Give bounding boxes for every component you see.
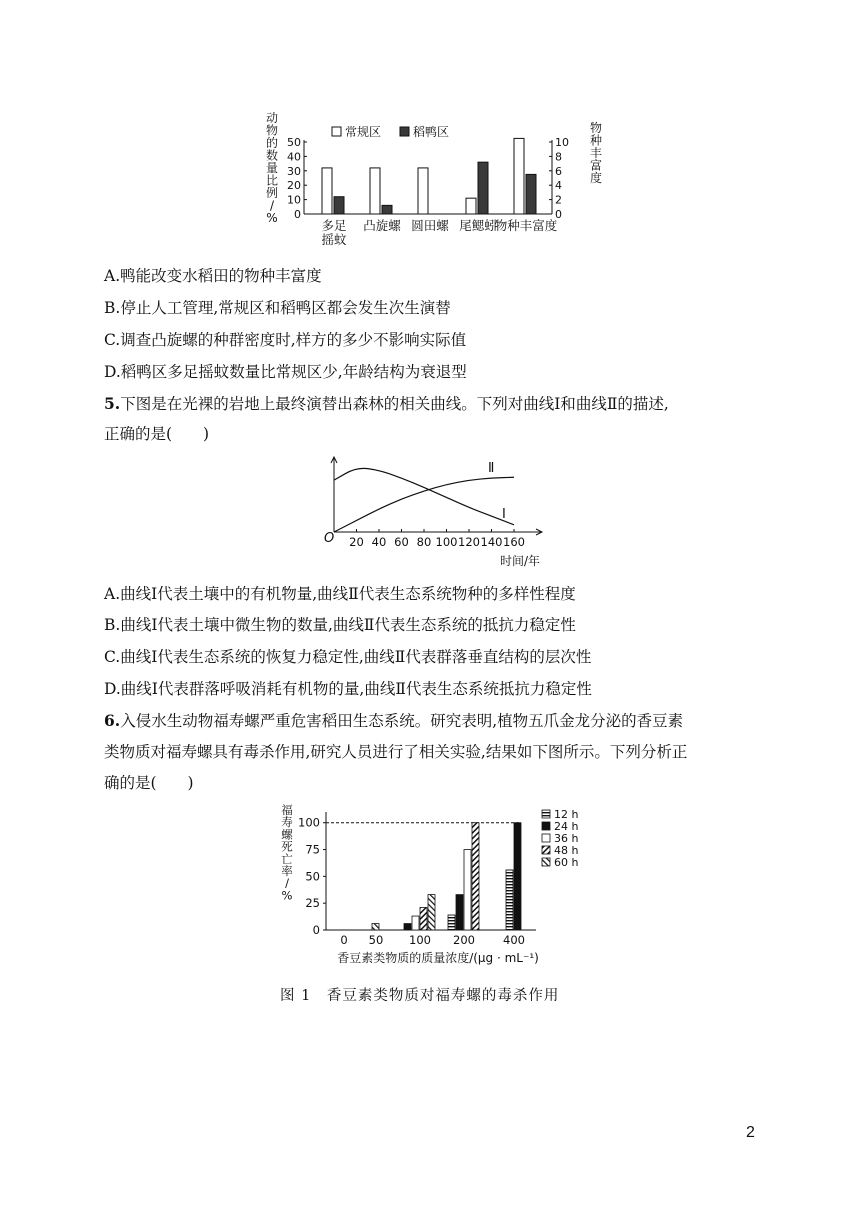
chart1-ylabel-char: 物: [265, 123, 279, 138]
chart1-category-label: 摇蚊: [321, 232, 347, 247]
chart3-legend-label: 60 h: [554, 856, 579, 869]
chart3-category-label: 0: [340, 933, 348, 947]
chart1-ytick-label: 40: [287, 150, 301, 164]
chart3-legend: [542, 808, 578, 869]
chart2-xtick-label: 60: [394, 535, 409, 549]
chart1-ylabel-char: 动: [265, 112, 279, 125]
chart3-bar: [464, 850, 471, 930]
q4-option-c: C.调查凸旋螺的种群密度时,样方的多少不影响实际值: [104, 331, 467, 349]
q6-number: 6.: [104, 711, 121, 730]
chart1-y2tick-label: 10: [555, 136, 569, 149]
chart3-category-label: 200: [453, 933, 475, 947]
chart3-labels: [298, 816, 539, 965]
legend-swatch-duck: [400, 127, 409, 136]
chart3-ylabel-char: %: [281, 888, 293, 903]
chart3-bars: [372, 823, 521, 930]
q5-number: 5.: [104, 394, 121, 413]
chart3-bar: [514, 823, 521, 930]
chart2-xtick-label: 140: [480, 535, 503, 549]
chart1-y2tick-label: 4: [555, 179, 562, 193]
chart1-ylabel-char: 的: [265, 136, 279, 150]
chart3-category-label: 400: [503, 933, 525, 947]
chart3-ylabel-char: 死: [281, 839, 293, 854]
chart3-legend-swatch: [542, 858, 550, 866]
chart3-ylabel: [281, 803, 293, 902]
chart1-bar: [370, 168, 380, 214]
chart3-ylabel-char: 寿: [281, 815, 293, 830]
chart1-ytick-label: 20: [287, 179, 301, 193]
chart1-category-label: 物种丰富度: [494, 218, 558, 233]
chart3-legend-label: 36 h: [554, 832, 579, 845]
chart3-legend-label: 48 h: [554, 844, 579, 857]
chart1-y2label-char: 丰: [589, 146, 603, 160]
chart1-ylabel: [266, 112, 278, 225]
q5-option-d: D.曲线Ⅰ代表群落呼吸消耗有机物的量,曲线Ⅱ代表生态系统抵抗力稳定性: [104, 680, 592, 698]
q6-stem-line2: 类物质对福寿螺具有毒杀作用,研究人员进行了相关实验,结果如下图所示。下列分析正: [104, 743, 688, 761]
q6-text-1: 入侵水生动物福寿螺严重危害稻田生态系统。研究表明,植物五爪金龙分泌的香豆素: [120, 712, 684, 730]
q5-stem-line2: 正确的是( ): [104, 425, 210, 443]
chart3-category-label: 50: [368, 933, 384, 947]
chart3-legend-swatch: [542, 810, 550, 818]
q4-option-a: A.鸭能改变水稻田的物种丰富度: [104, 267, 322, 285]
chart3-ytick-label: 100: [298, 815, 320, 830]
chart2-xtick-label: 80: [416, 535, 432, 549]
chart3-bar: [506, 870, 513, 930]
q5-option-a: A.曲线Ⅰ代表土壤中的有机物量,曲线Ⅱ代表生态系统物种的多样性程度: [104, 585, 576, 603]
chart1-ylabel-char: %: [266, 211, 278, 225]
chart2-curve-ii: [334, 477, 514, 532]
chart1-ylabel-char: 例: [265, 186, 279, 200]
chart1-y2label-char: 度: [589, 171, 603, 185]
chart3-bar: [404, 924, 411, 930]
chart3-xlabel: 香豆素类物质的质量浓度/(μg · mL⁻¹): [337, 951, 539, 965]
chart1-bar: [514, 138, 524, 214]
chart2-xlabel: 时间/年: [499, 554, 541, 568]
chart1-bar: [382, 205, 392, 214]
chart1-category-label: 多足: [321, 218, 347, 233]
chart3-legend-label: 24 h: [554, 820, 579, 833]
q4-option-d: D.稻鸭区多足摇蚊数量比常规区少,年龄结构为衰退型: [104, 363, 467, 381]
succession-curve-chart: [312, 454, 552, 570]
chart1-category-label: 尾鳃蚓: [459, 218, 497, 233]
q6-stem-line3: 确的是( ): [104, 774, 194, 792]
chart2-xtick-label: 40: [371, 535, 387, 549]
chart3-category-label: 100: [409, 933, 431, 947]
chart1-bar: [526, 174, 536, 214]
chart1-category-label: 圆田螺: [411, 218, 449, 233]
chart3-bar: [456, 895, 463, 930]
chart3-ylabel-char: 率: [281, 864, 293, 878]
legend-swatch-regular: [332, 127, 341, 136]
chart2-xtick-label: 120: [458, 535, 480, 549]
animal-ratio-chart: [258, 112, 608, 252]
chart3-bar: [448, 915, 455, 930]
q5-option-b: B.曲线Ⅰ代表土壤中微生物的数量,曲线Ⅱ代表生态系统的抵抗力稳定性: [104, 616, 576, 634]
chart3-ylabel-char: 亡: [281, 851, 293, 866]
chart3-ylabel-char: 螺: [281, 827, 293, 842]
chart1-y2tick-label: 2: [555, 193, 562, 207]
legend-label-duck: 稻鸭区: [413, 125, 450, 139]
chart2-curve-i: [334, 468, 514, 524]
chart3-bar: [412, 916, 419, 930]
chart1-y2tick-label: 0: [555, 208, 562, 221]
chart1-ylabel-char: 比: [265, 173, 279, 188]
chart1-category-labels: [321, 218, 557, 247]
chart1-bar: [418, 168, 428, 214]
chart1-bar: [334, 197, 344, 214]
chart1-ytick-label: 30: [287, 164, 301, 178]
chart1-ylabel-char: /: [269, 198, 275, 213]
chart1-y2label-char: 物: [589, 121, 603, 135]
chart1-bar: [478, 162, 488, 214]
chart1-legend: [332, 124, 449, 139]
chart1-category-label: 凸旋螺: [363, 218, 401, 233]
q4-option-b: B.停止人工管理,常规区和稻鸭区都会发生次生演替: [104, 299, 451, 317]
chart1-ytick-label: 50: [287, 136, 301, 149]
chart1-y2tick-label: 6: [555, 164, 562, 178]
q5-text-1: 下图是在光裸的岩地上最终演替出森林的相关曲线。下列对曲线Ⅰ和曲线Ⅱ的描述,: [120, 395, 669, 413]
chart1-bar: [322, 168, 332, 214]
chart2-curves: [334, 468, 514, 532]
chart3-bar: [420, 907, 427, 930]
chart3-ylabel-char: 福: [281, 803, 293, 817]
chart1-y2label: [590, 120, 602, 185]
chart1-ytick-label: 10: [287, 193, 301, 207]
chart1-y2label-char: 种: [589, 133, 603, 148]
chart2-xtick-label: 100: [435, 535, 458, 549]
chart3-ytick-label: 75: [305, 842, 320, 857]
chart3-legend-label: 12 h: [554, 808, 579, 821]
chart1-bars: [322, 138, 536, 214]
chart2-origin: O: [324, 531, 335, 546]
chart3-ytick-label: 25: [305, 896, 320, 911]
mortality-chart: [278, 800, 598, 976]
chart1-ylabel-char: 量: [265, 161, 279, 175]
chart3-legend-swatch: [542, 822, 550, 830]
chart3-ytick-label: 50: [305, 869, 320, 884]
figure-caption: 图 1 香豆素类物质对福寿螺的毒杀作用: [280, 988, 560, 1004]
chart3-ylabel-char: /: [285, 876, 289, 891]
legend-label-regular: 常规区: [345, 125, 382, 139]
chart3-bar: [472, 823, 479, 930]
chart1-ytick-label: 0: [294, 208, 301, 221]
chart2-xtick-label: 160: [503, 535, 525, 549]
chart1-bar: [466, 198, 476, 214]
chart2-curve-ii-label: Ⅱ: [488, 461, 495, 476]
chart3-bar: [372, 924, 379, 930]
q5-option-c: C.曲线Ⅰ代表生态系统的恢复力稳定性,曲线Ⅱ代表群落垂直结构的层次性: [104, 648, 592, 666]
chart3-bar: [428, 895, 435, 930]
chart3-ytick-label: 0: [312, 923, 320, 937]
chart2-xtick-label: 20: [349, 535, 364, 549]
chart1-y2tick-label: 8: [555, 150, 562, 164]
chart3-legend-swatch: [542, 834, 550, 842]
chart1-ylabel-char: 数: [265, 148, 279, 163]
chart1-y2label-char: 富: [589, 158, 603, 173]
q5-stem-line1: [104, 394, 669, 414]
page-number: 2: [746, 1124, 755, 1141]
chart3-legend-swatch: [542, 846, 550, 854]
chart2-curve-i-label: Ⅰ: [502, 507, 506, 522]
q6-stem-line1: [104, 711, 683, 731]
